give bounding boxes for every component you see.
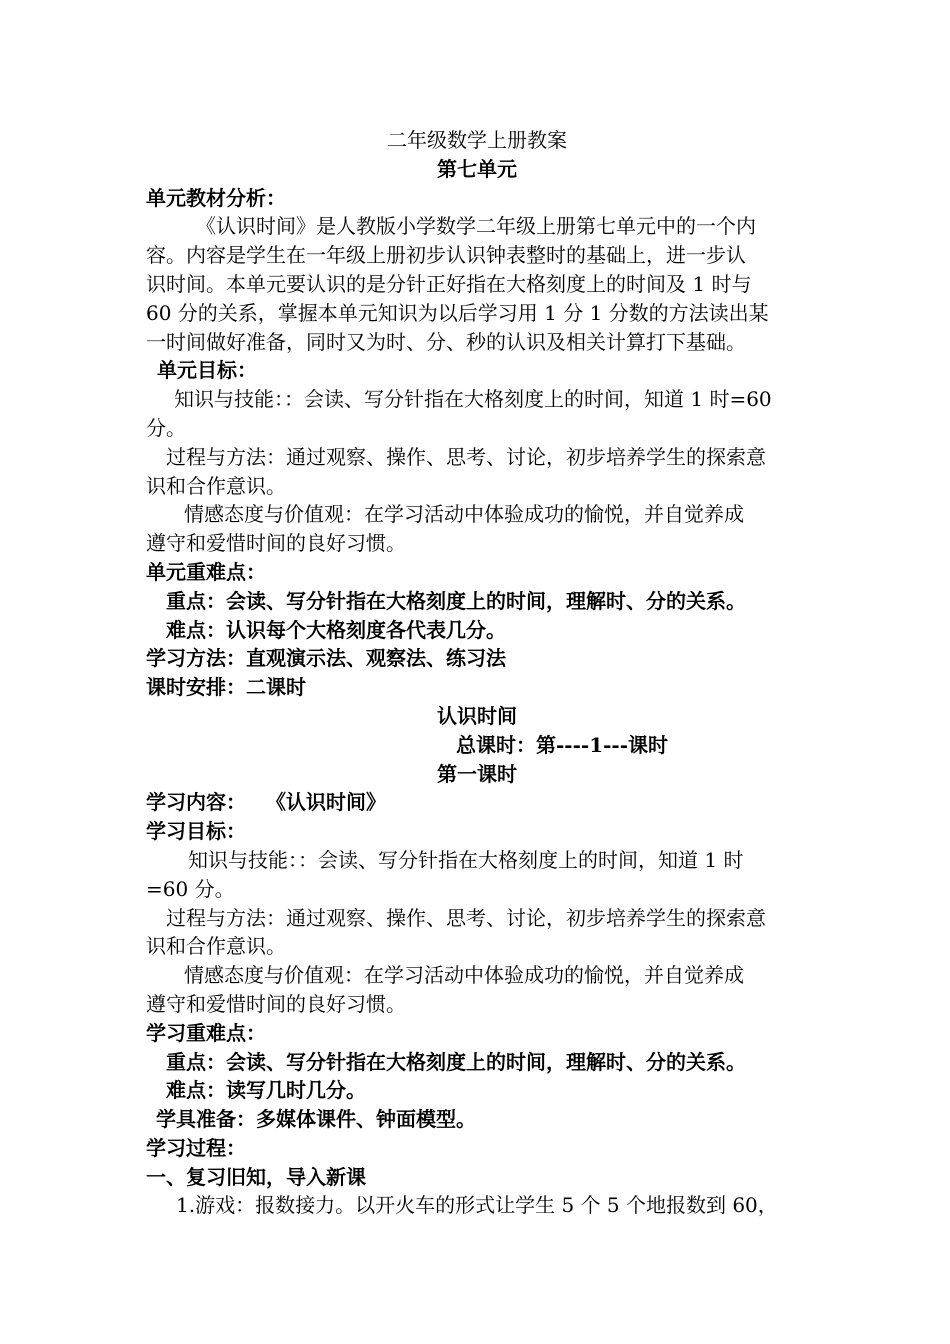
section-heading: 一、复习旧知，导入新课 <box>146 1164 366 1189</box>
study-content-value: 《认识时间》 <box>276 790 386 815</box>
analysis-heading: 单元教材分析： <box>146 185 286 210</box>
study-tools: 学具准备：多媒体课件、钟面模型。 <box>156 1107 476 1132</box>
process-item: 1.游戏：报数接力。以开火车的形式让学生 5 个 5 个地报数到 60， <box>176 1193 778 1218</box>
process-heading: 学习过程： <box>146 1135 246 1160</box>
analysis-line: 一时间做好准备，同时又为时、分、秒的认识及相关计算打下基础。 <box>146 329 746 354</box>
analysis-line: 60 分的关系，掌握本单元知识为以后学习用 1 分 1 分数的方法读出某 <box>146 300 769 325</box>
unit-key-heading: 单元重难点： <box>146 559 266 584</box>
lesson-goal-line: 情感态度与价值观：在学习活动中体验成功的愉悦，并自觉养成 <box>184 963 744 988</box>
study-method: 学习方法：直观演示法、观察法、练习法 <box>146 646 506 671</box>
total-lessons: 总课时：第----1---课时 <box>456 732 669 757</box>
unit-goal-line: 情感态度与价值观：在学习活动中体验成功的愉悦，并自觉养成 <box>184 502 744 527</box>
unit-goal-line: 知识与技能：：会读、写分针指在大格刻度上的时间，知道 1 时=60 <box>174 387 772 412</box>
study-content <box>146 788 808 817</box>
unit-goal-line: 识和合作意识。 <box>146 473 286 498</box>
analysis-line: 容。内容是学生在一年级上册初步认识钟表整时的基础上，进一步认 <box>146 243 746 268</box>
unit-goal-line: 过程与方法：通过观察、操作、思考、讨论，初步培养学生的探索意 <box>166 444 766 469</box>
document-title: 二年级数学上册教案 <box>387 128 567 152</box>
lesson-number: 第一课时 <box>437 761 517 786</box>
lesson-goal-heading: 学习目标： <box>146 819 246 844</box>
lesson-key-point: 重点：会读、写分针指在大格刻度上的时间，理解时、分的关系。 <box>166 1049 746 1074</box>
unit-difficulty: 难点：认识每个大格刻度各代表几分。 <box>166 617 506 642</box>
unit-goal-line: 遵守和爱惜时间的良好习惯。 <box>146 531 406 556</box>
unit-goal-line: 分。 <box>146 415 186 440</box>
lesson-goal-line: 知识与技能：：会读、写分针指在大格刻度上的时间，知道 1 时 <box>188 847 744 872</box>
analysis-line: 《认识时间》是人教版小学数学二年级上册第七单元中的一个内 <box>196 214 756 239</box>
lesson-title: 认识时间 <box>437 703 517 728</box>
lesson-goal-line: =60 分。 <box>146 876 235 901</box>
unit-title: 第七单元 <box>437 156 517 181</box>
unit-goal-heading: 单元目标： <box>157 358 257 383</box>
lesson-goal-line: 遵守和爱惜时间的良好习惯。 <box>146 991 406 1016</box>
study-content-label: 学习内容： <box>146 790 246 815</box>
analysis-line: 识时间。本单元要认识的是分针正好指在大格刻度上的时间及 1 时与 <box>146 271 752 296</box>
document-page <box>146 126 808 1220</box>
lesson-key-heading: 学习重难点： <box>146 1020 266 1045</box>
lesson-difficulty: 难点：读写几时几分。 <box>166 1078 366 1103</box>
lesson-goal-line: 过程与方法：通过观察、操作、思考、讨论，初步培养学生的探索意 <box>166 905 766 930</box>
unit-key-point: 重点：会读、写分针指在大格刻度上的时间，理解时、分的关系。 <box>166 588 746 613</box>
lesson-schedule: 课时安排：二课时 <box>146 675 306 700</box>
lesson-goal-line: 识和合作意识。 <box>146 934 286 959</box>
